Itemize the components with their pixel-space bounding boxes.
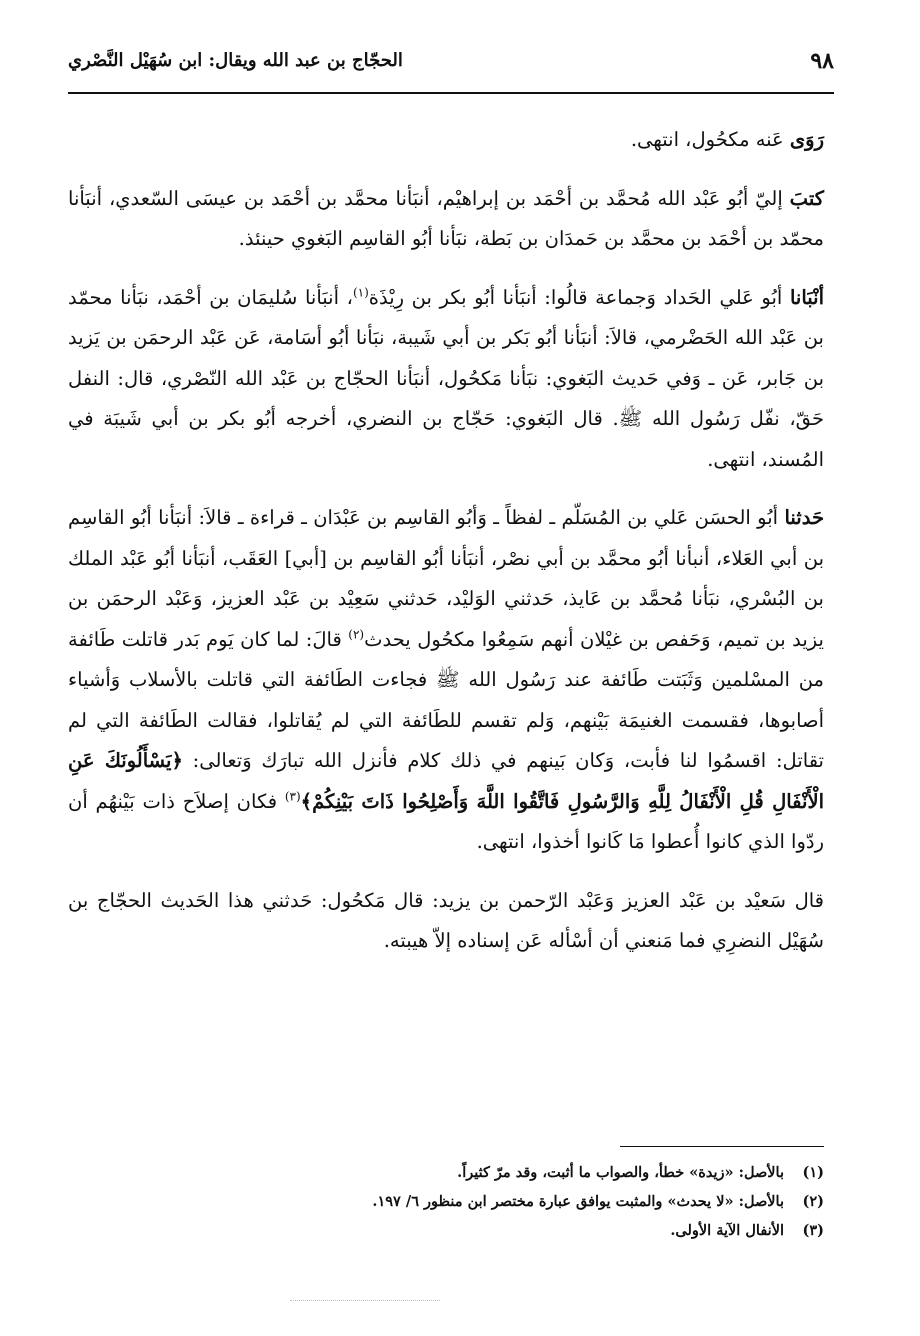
running-header xyxy=(68,44,834,90)
paragraph-2 xyxy=(68,179,824,260)
footnote-ref[interactable]: (٣) xyxy=(284,789,301,803)
footnote-number: (٣) xyxy=(802,1222,824,1239)
quran-verse: ﴿يَسْأَلُونَكَ عَنِ الْأَنْفَالِ قُلِ الْأَنْفَالُ لِلَّهِ وَالرَّسُولِ فَاتَّقُوا اللَّهَ وَأَصْلِحُوا ذَاتَ بَيْنِكُمْ﴾ xyxy=(68,749,825,813)
lead-word: رَوَى xyxy=(789,128,824,151)
footnote-1 xyxy=(68,1158,824,1187)
lead-word: حَدثنا xyxy=(784,506,824,529)
footnote-number: (١) xyxy=(802,1164,824,1181)
page-number: ٩٨ xyxy=(810,48,834,74)
main-text xyxy=(68,120,824,980)
footnote-ref[interactable]: (١) xyxy=(352,285,369,299)
text-segment: قال سَعيْد بن عَبْد العزيز وَعَبْد الرّحمن بن يزيد: قال مَكحُول: حَدثني هذا الحَديث الحجّاج بن سُهَيْل النضرِي فما مَنعني أن أسْأله عَن إسناده إلاّ هيبته. xyxy=(68,888,824,952)
footnote-2 xyxy=(68,1187,824,1216)
running-title: الحجّاج بن عبد الله ويقال: ابن سُهَيْل النَّصْري xyxy=(68,50,403,71)
lead-word: أنْبَانا xyxy=(789,285,824,309)
text-segment: أبُو عَلي الحَداد وَجماعة قالُوا: أنبَأنا أبُو بكر بن رِيْذَة xyxy=(368,285,790,309)
paragraph-5 xyxy=(68,881,824,962)
paragraph-3 xyxy=(68,278,824,481)
text-segment: عَنه مكحُول، انتهى. xyxy=(630,128,790,151)
footnotes xyxy=(68,1158,824,1245)
footnote-text: بالأصل: «زيدة» خطأ، والصواب ما أثبت، وقد مرّ كثيراً. xyxy=(457,1164,784,1181)
text-segment: أبُو الحسَن عَلي بن المُسَلّم ـ لفظاً ـ وَأبُو القاسِم بن عَبْدَان ـ قراءة ـ قالاَ: أنبَأنا أبُو القاسِم بن أبي العَلاء، أنبأنا أبُو محمَّد بن أبي نصْر، أنبَأنا أبُو القاسِم بن [أبي] العَقَب، أنبَأنا أبُو عَبْد الملك بن البُسْري، نبَأنا مُحمَّد بن عَايذ، حَدثني الوَليْد، حَدثني سَعِيْد بن عَبْد العزيز، وَعَبْد الرحمَن بن يزيد بن تميم، وَحَفص بن غيْلان أنهم سَمِعُوا مكحُول يحدث xyxy=(68,506,824,651)
scan-edge-mark xyxy=(290,1300,440,1301)
footnote-number: (٢) xyxy=(802,1193,824,1210)
text-segment: فكان إصلاَح ذات بَيْنهُم أن ردّوا الذي كانوا أُعطوا مَا كَانوا أخذوا، انتهى. xyxy=(68,789,824,853)
footnote-divider xyxy=(620,1146,824,1147)
footnote-text: الأنفال الآية الأولى. xyxy=(670,1222,784,1239)
footnote-ref[interactable]: (٢) xyxy=(348,627,365,641)
lead-word: كتبَ xyxy=(789,186,824,210)
footnote-text: بالأصل: «لا يحدث» والمثبت يوافق عبارة مختصر ابن منظور ٦/ ١٩٧. xyxy=(372,1193,784,1210)
text-segment: قالَ: لما كان يَوم بَدر قاتلت طَائفة من المسْلمين وَثَبَتت طَائفة عند رَسُول الله ﷺ فجاءت الطَائفة التي قاتلت بالأسلاب وَأشياء أصابوها، فقسمت الغنيمَة بَيْنهم، وَلم تقسم للطَائفة التي لم يُقاتلوا، فقالت الطَائفة التي لم تقاتل: اقسمُوا لنا فأبت، وَكان بَينهم في ذلك كلام فأنزل الله تبارَك وَتعالى: xyxy=(68,627,824,772)
footnote-3 xyxy=(68,1216,824,1245)
text-segment: ، أنبَأنا سُليمَان بن أحْمَد، نبَأنا محمّد بن عَبْد الله الحَضْرمي، قالاَ: أنبَأنا أبُو بَكر بن أبي شَيبة، نبَأنا أبُو أسَامة، عَن عَبْد الرحمَن بن يَزيد بن جَابر، عَن ـ وَفي حَديث البَغوي: نبَأنا مَكحُول، أنبَأنا الحجّاج بن عَبْد الله النّصْري، قال: النفل حَقّ، نفّل رَسُول الله ﷺ. قال البَغوي: حَجّاج بن النضري، أخرجه أبُو بكر بن أبي شَيبَة في المُسند، انتهى. xyxy=(68,285,824,471)
paragraph-1 xyxy=(68,120,824,161)
header-divider xyxy=(68,92,834,94)
paragraph-4 xyxy=(68,498,824,863)
text-segment: إليّ أبُو عَبْد الله مُحمَّد بن أحْمَد بن إبراهيْم، أنبَأنا محمَّد بن أحْمَد بن عيسَى السّعدي، أنبَأنا محمّد بن أحْمَد بن محمَّد بن حَمدَان بن بَطة، نبَأنا أبُو القاسِم البَغوي حينئذ. xyxy=(68,186,824,250)
